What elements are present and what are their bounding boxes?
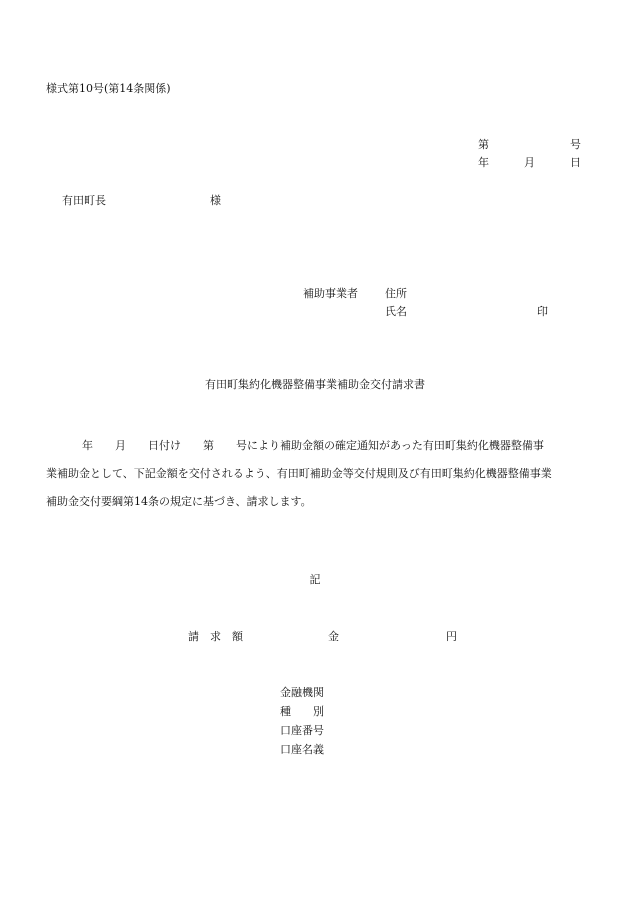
amount-yen: 円 bbox=[446, 630, 457, 643]
form-number: 様式第10号(第14条関係) bbox=[46, 82, 171, 95]
bank-institution: 金融機関 bbox=[280, 686, 324, 699]
date-day: 日 bbox=[570, 156, 581, 169]
date-month: 月 bbox=[524, 156, 535, 169]
amount-label: 請 求 額 bbox=[188, 630, 243, 643]
applicant-role: 補助事業者 bbox=[303, 287, 358, 300]
body-line-1 bbox=[46, 432, 586, 460]
body-date: 日付け bbox=[148, 439, 181, 452]
applicant-name-label: 氏名 bbox=[385, 305, 407, 318]
ki-heading: 記 bbox=[309, 573, 321, 586]
addressee-name: 有田町長 bbox=[62, 194, 106, 207]
doc-number-go: 号 bbox=[570, 138, 581, 151]
document-title: 有田町集約化機器整備事業補助金交付請求書 bbox=[205, 378, 425, 391]
amount-kin: 金 bbox=[328, 630, 339, 643]
body-line-1-rest: 号により補助金額の確定通知があった有田町集約化機器整備事 bbox=[236, 439, 544, 452]
bank-account-number: 口座番号 bbox=[280, 724, 324, 737]
body-line-3: 補助金交付要綱第14条の規定に基づき、請求します。 bbox=[46, 495, 312, 508]
addressee-honorific: 様 bbox=[210, 194, 221, 207]
doc-number-dai: 第 bbox=[478, 138, 489, 151]
applicant-address-label: 住所 bbox=[385, 287, 407, 300]
body-month: 月 bbox=[115, 439, 126, 452]
date-year: 年 bbox=[478, 156, 489, 169]
body-year: 年 bbox=[82, 439, 93, 452]
seal-mark: 印 bbox=[537, 305, 548, 318]
bank-account-name: 口座名義 bbox=[280, 743, 324, 756]
bank-type: 種 別 bbox=[280, 705, 324, 718]
body-line-2: 業補助金として、下記金額を交付されるよう、有田町補助金等交付規則及び有田町集約化機器整備事業 bbox=[46, 467, 552, 480]
body-dai: 第 bbox=[203, 439, 214, 452]
